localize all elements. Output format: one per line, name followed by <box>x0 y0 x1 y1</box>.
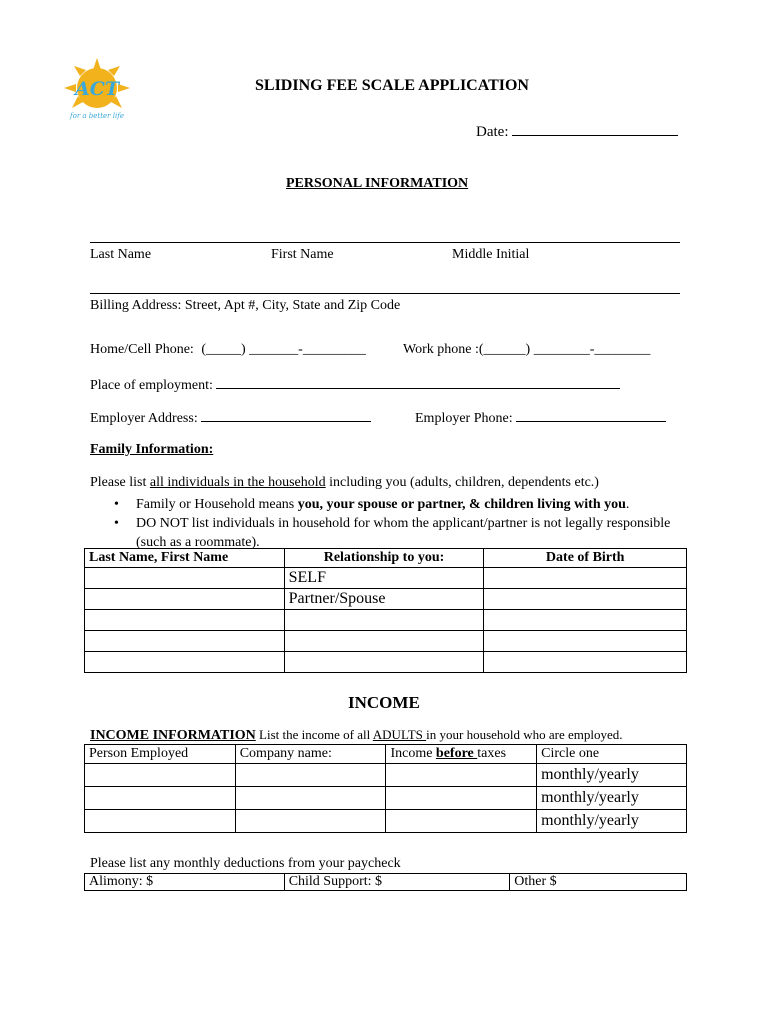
employer-phone-row <box>415 409 666 427</box>
employment-row <box>90 376 620 394</box>
employer-address-row <box>90 409 371 427</box>
income-info-label: INCOME INFORMATION <box>90 728 256 743</box>
household-name-cell[interactable] <box>85 589 285 610</box>
income-period-cell[interactable]: monthly/yearly <box>537 787 687 810</box>
income-heading: INCOME <box>348 693 420 712</box>
income-company-cell[interactable] <box>235 787 386 810</box>
employment-label: Place of employment: <box>90 378 213 393</box>
table-row <box>85 764 687 787</box>
household-dob-cell[interactable] <box>484 589 687 610</box>
deductions-intro: Please list any monthly deductions from your paycheck <box>90 856 401 871</box>
household-relationship-cell[interactable] <box>284 652 484 673</box>
household-name-cell[interactable] <box>85 652 285 673</box>
income-company-cell[interactable] <box>235 810 386 833</box>
middle-initial-label: Middle Initial <box>452 247 530 262</box>
act-logo <box>62 56 132 122</box>
first-name-label: First Name <box>271 247 334 262</box>
table-row <box>85 652 687 673</box>
deductions-table <box>84 873 687 891</box>
table-row <box>85 610 687 631</box>
col-relationship: Relationship to you: <box>284 549 484 568</box>
form-title: SLIDING FEE SCALE APPLICATION <box>255 77 529 94</box>
logo-tagline: for a better life <box>70 112 124 120</box>
income-person-cell[interactable] <box>85 764 236 787</box>
employer-phone-label: Employer Phone: <box>415 411 513 426</box>
col-dob: Date of Birth <box>484 549 687 568</box>
bullet-household-definition: • Family or Household means you, your spouse or partner, & children living with you. <box>114 495 684 514</box>
table-row <box>85 589 687 610</box>
table-row <box>85 568 687 589</box>
income-header-row <box>85 745 687 764</box>
last-name-label: Last Name <box>90 247 152 262</box>
table-row <box>85 787 687 810</box>
income-info-line: INCOME INFORMATION List the income of all ADULTS in your household who are employed. <box>90 727 623 743</box>
income-table <box>84 744 687 833</box>
alimony-field[interactable]: Alimony: $ <box>85 874 285 891</box>
billing-address-line[interactable] <box>90 293 680 294</box>
date-field[interactable] <box>512 123 678 136</box>
household-relationship-cell[interactable]: SELF <box>284 568 484 589</box>
billing-address-label: Billing Address: Street, Apt #, City, State and Zip Code <box>90 298 401 313</box>
table-row <box>85 874 687 891</box>
household-name-cell[interactable] <box>85 610 285 631</box>
home-phone-row <box>90 342 366 358</box>
bullet-exclusions: • DO NOT list individuals in household for whom the applicant/partner is not legally responsible (such as a roommate). <box>114 514 684 552</box>
work-phone-field[interactable]: ______) ________-________ <box>483 342 651 357</box>
household-dob-cell[interactable] <box>484 631 687 652</box>
col-person-employed: Person Employed <box>85 745 236 764</box>
logo-text: ACT <box>74 78 120 100</box>
household-table <box>84 548 687 673</box>
family-info-heading: Family Information: <box>90 442 214 457</box>
personal-info-heading: PERSONAL INFORMATION <box>286 176 469 191</box>
household-relationship-cell[interactable] <box>284 610 484 631</box>
household-relationship-cell[interactable] <box>284 631 484 652</box>
family-bullets <box>114 495 684 552</box>
date-label: Date: <box>476 124 509 140</box>
employment-field[interactable] <box>216 376 620 389</box>
household-name-cell[interactable] <box>85 631 285 652</box>
income-period-cell[interactable]: monthly/yearly <box>537 764 687 787</box>
col-company-name: Company name: <box>235 745 386 764</box>
household-header-row <box>85 549 687 568</box>
child-support-field[interactable]: Child Support: $ <box>284 874 510 891</box>
work-phone-label: Work phone :( <box>403 342 484 357</box>
home-phone-field[interactable]: (_____) _______-_________ <box>201 342 366 357</box>
table-row <box>85 631 687 652</box>
family-intro: Please list all individuals in the household including you (adults, children, dependents etc.) <box>90 475 599 490</box>
employer-address-field[interactable] <box>201 409 371 422</box>
work-phone-row <box>403 342 650 358</box>
col-circle-one: Circle one <box>537 745 687 764</box>
household-relationship-cell[interactable]: Partner/Spouse <box>284 589 484 610</box>
home-phone-label: Home/Cell Phone: <box>90 342 194 357</box>
table-row <box>85 810 687 833</box>
income-amount-cell[interactable] <box>386 787 537 810</box>
name-field-line[interactable] <box>90 242 680 243</box>
employer-phone-field[interactable] <box>516 409 666 422</box>
household-dob-cell[interactable] <box>484 652 687 673</box>
household-name-cell[interactable] <box>85 568 285 589</box>
income-person-cell[interactable] <box>85 787 236 810</box>
date-row <box>476 123 678 141</box>
household-dob-cell[interactable] <box>484 568 687 589</box>
col-name: Last Name, First Name <box>85 549 285 568</box>
employer-address-label: Employer Address: <box>90 411 198 426</box>
income-person-cell[interactable] <box>85 810 236 833</box>
other-deduction-field[interactable]: Other $ <box>510 874 687 891</box>
household-dob-cell[interactable] <box>484 610 687 631</box>
income-amount-cell[interactable] <box>386 764 537 787</box>
income-period-cell[interactable]: monthly/yearly <box>537 810 687 833</box>
income-amount-cell[interactable] <box>386 810 537 833</box>
income-company-cell[interactable] <box>235 764 386 787</box>
col-income: Income before taxes <box>386 745 537 764</box>
